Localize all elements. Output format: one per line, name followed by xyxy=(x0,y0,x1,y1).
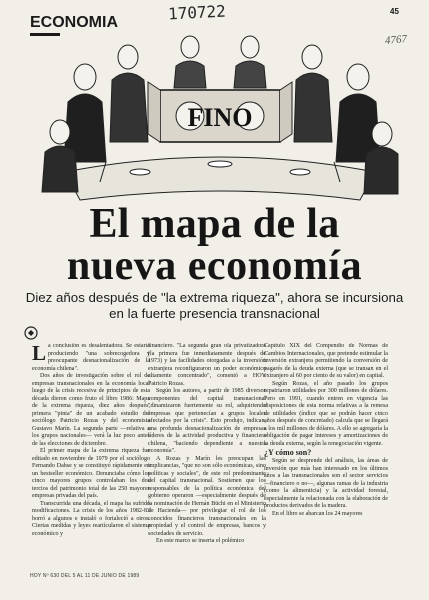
deck-subtitle: Diez años después de "la extrema riqueza", ahora se incursiona en la fuerte presencia transnacional xyxy=(25,290,404,321)
paragraph: Dos años de investigación sobre el rol de empresas transnacionales en la economía local luego de la crisis recesiva de principios de esta década dieron como fruto el libro 1986: Mapa de la extrema riqueza, diez años después, primera "pinta" de un acabado estudio del sociólogo Patricio Rozas y del economista Gustavo Marín. La segunda parte —relativa a los grupos nacionales— verá la luz poco antes de las elecciones de diciembre. xyxy=(32,373,150,447)
headline-line-1: El mapa de la xyxy=(89,201,340,247)
article-column-3 xyxy=(264,343,388,561)
page-number: 45 xyxy=(390,7,399,16)
subheading: ¿Y cómo son? xyxy=(264,448,312,457)
handwritten-number: 170722 xyxy=(167,1,227,24)
page-footer: HOY Nº 630 DEL 5 AL 11 DE JUNIO DE 1989 xyxy=(30,573,140,579)
magazine-mark-icon xyxy=(24,326,38,340)
handwritten-side-note: 4767 xyxy=(384,33,408,47)
businessmen-banquet-illustration xyxy=(40,22,400,210)
article-column-1 xyxy=(32,343,150,561)
paragraph: En el libro se abarcan los 24 mayores xyxy=(272,510,363,517)
headline-line-2: nueva economía xyxy=(66,243,363,289)
paragraph: En este marco se inserta el polémico xyxy=(156,538,245,544)
paragraph: financiero. "La segunda gran ola privatizadora (la primera fue inmediatamente después de 1973) y las facilidades otorgadas a la inversión extranjera reconfiguraron un poder económico altamente concentrado", comentó a HOY Patricio Rozas. xyxy=(148,343,266,387)
paragraph: Según los autores, a partir de 1985 diversos componentes del capital transnacional "dinamizaron fuertemente su rol, adquiriendo empresas que pertenecían a grupos locales afectados por la crisis". Esto produjo, indican, una profunda desnacionalización de empresas líderes de la actividad productiva y financiera chilena, "haciendo dependiente a nuestra economía". xyxy=(148,388,266,454)
paragraph: Según Rozas, el año pasado los grupos repatriaron utilidades por 300 millones de dólares. Pero en 1991, cuando entren en vigencia las disposiciones de esta norma relativas a la remesa de utilidades (índice que se podrán hacer cinco años después de concretado) calcula que se llegará a los mil millones de dólares. A ello se agregaría la obligación de pagar intereses y amortizaciones de la deuda externa, según la renegociación vigente. xyxy=(264,380,388,447)
paragraph: a conclusión es desalentadora. Se estaría produciendo "una sobrecogedora y preocupante desnacionalización de la economía chilena". xyxy=(32,343,150,372)
paragraph: El primer mapa de la extrema riqueza fue editado en noviembre de 1979 por el sociólogo Fernando Dahse y se constituyó rápidamente en un bestseller económico. Denunciaba cómo los cinco mayores grupos controlaban los dos tercios del patrimonio total de las 250 mayores empresas privadas del país. xyxy=(32,448,150,499)
article-column-2 xyxy=(148,343,266,561)
dropcap: L xyxy=(32,343,47,365)
paragraph: Según se desprende del análisis, las áreas de inversión que más han interesado en los últimos años a las transnacionales son el sector servicios —financiero o no—, algunas ramas de la industria (como la alimenticia) y la actividad forestal, especialmente la relacionada con la elaboración de productos derivados de la madera. xyxy=(264,458,388,509)
paragraph: Transcurrida una década, el mapa ha sufrido modificaciones. La crisis de los años 1982-83 borró a algunos e instaló o fortaleció a otros. Ciertas medidas y leyes reartícularon el sistema económico y xyxy=(32,500,150,537)
illustration-banner-text: FINO xyxy=(187,103,253,132)
paragraph: Capítulo XIX del Compendio de Normas de Cambios Internacionales, que pretende estimular la inversión extranjera permitiendo la conversión de pagarés de la deuda externa (que se transan en el extranjero al 60 por ciento de su valor) en capital. xyxy=(264,343,388,379)
section-tag: ECONOMIA xyxy=(30,14,118,31)
paragraph: A Rozas y Marín les preocupan las implicancias, "que no son sólo económicas, sino políticas y sociales", de este rol predominante del capital transnacional. Sostienen que los responsables de la política económica del gobierno operaron —especialmente después de la nominación de Hernán Büchi en el Ministerio de Hacienda— por privilegiar el rol de los conocidos financieros transnacionales en la propiedad y el control de empresas, bancos y sociedades de servicio. xyxy=(148,455,266,537)
